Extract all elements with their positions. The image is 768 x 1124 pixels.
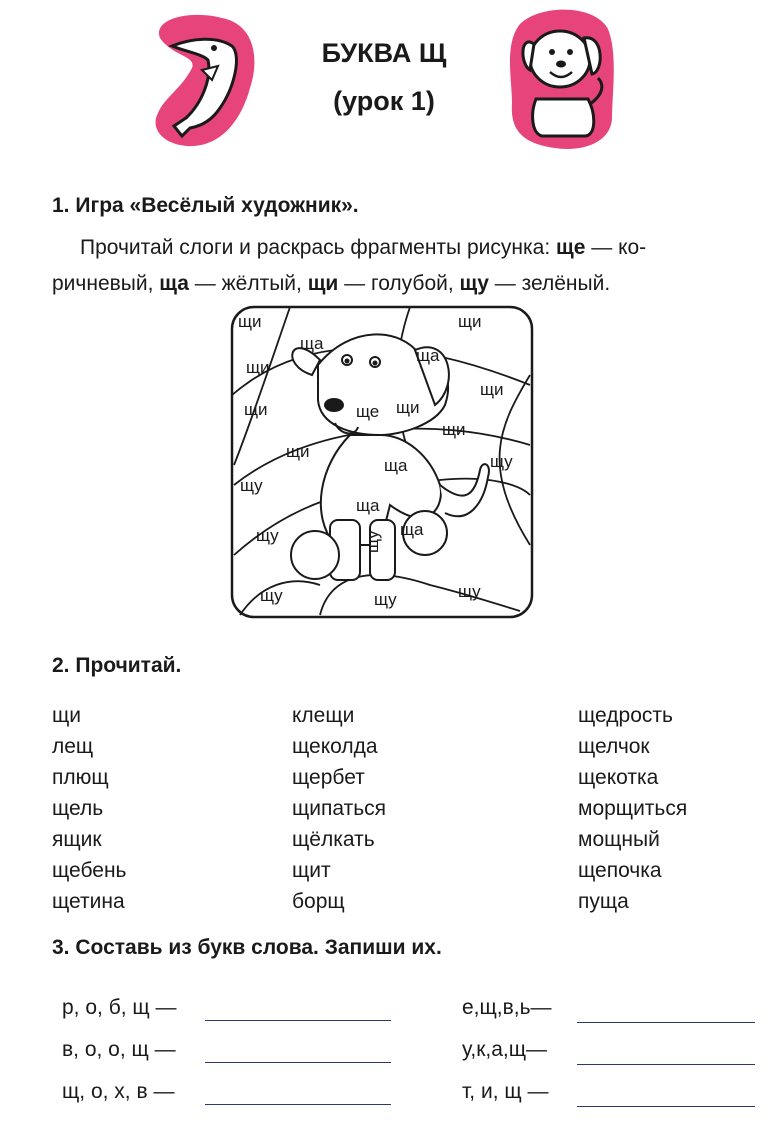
exercise-row xyxy=(62,996,177,1020)
exercise-row xyxy=(62,1080,174,1104)
picture-label: щу xyxy=(256,526,279,545)
letters-prompt: у,к,а,щ— xyxy=(462,1038,548,1061)
page-title: БУКВА Щ xyxy=(321,38,447,68)
word: морщиться xyxy=(578,797,688,820)
word: щербет xyxy=(292,766,365,789)
word: плющ xyxy=(52,766,109,789)
task2-heading: 2. Прочитай. xyxy=(52,654,182,677)
picture-label: щи xyxy=(442,420,466,439)
letters-prompt: е,щ,в,ь— xyxy=(462,996,552,1019)
picture-label: ща xyxy=(300,334,324,353)
picture-label: щи xyxy=(286,442,310,461)
picture-label: щи xyxy=(238,312,262,331)
picture-label: ща xyxy=(356,496,380,515)
picture-label: щи xyxy=(480,380,504,399)
dog-pupil xyxy=(345,359,350,364)
picture-label: ще xyxy=(356,402,380,421)
word: мощный xyxy=(578,828,660,851)
picture-label: щу xyxy=(458,582,481,601)
dog-pupil xyxy=(373,361,378,366)
word: щедрость xyxy=(578,704,673,727)
word: щебень xyxy=(52,859,127,882)
word: щепочка xyxy=(578,859,662,882)
word: щи xyxy=(52,704,82,727)
instructions-line2: ричневый, ща — жёлтый, щи — голубой, щу — зелёный. xyxy=(52,272,611,295)
exercise-row xyxy=(462,1080,548,1104)
word: щель xyxy=(52,797,104,820)
picture-label: щи xyxy=(246,358,270,377)
picture-label: щи xyxy=(244,400,268,419)
answer-line[interactable] xyxy=(577,1044,755,1065)
task3-heading: 3. Составь из букв слова. Запиши их. xyxy=(52,936,442,959)
word: щетина xyxy=(52,890,125,913)
picture-label: щи xyxy=(396,398,420,417)
picture-label: щу xyxy=(240,476,263,495)
picture-label: ща xyxy=(416,346,440,365)
word: клещи xyxy=(292,704,355,727)
letters-prompt: т, и, щ — xyxy=(462,1080,549,1103)
puppy-sticker xyxy=(500,4,618,154)
word: щипаться xyxy=(292,797,387,820)
answer-line[interactable] xyxy=(577,1002,755,1023)
task1-instructions xyxy=(52,230,752,302)
word-column-3 xyxy=(578,700,687,917)
pike-fish-sticker xyxy=(142,8,262,153)
instructions-line1: Прочитай слоги и раскрась фрагменты рисунка: ще — ко- xyxy=(80,236,647,259)
word-column-1 xyxy=(52,700,127,917)
picture-label: щу xyxy=(490,452,513,471)
answer-line[interactable] xyxy=(205,1000,391,1021)
word: лещ xyxy=(52,735,94,758)
letters-prompt: р, о, б, щ — xyxy=(62,996,177,1019)
word: пуща xyxy=(578,890,629,913)
exercise-row xyxy=(462,996,552,1020)
sticker-background xyxy=(156,15,255,146)
picture-label: ща xyxy=(384,456,408,475)
word: щеколда xyxy=(292,735,378,758)
dog-nose xyxy=(324,398,344,412)
picture-label: щу xyxy=(363,530,382,553)
picture-label: ща xyxy=(400,520,424,539)
answer-line[interactable] xyxy=(577,1086,755,1107)
task1-heading: 1. Игра «Весёлый художник». xyxy=(52,194,359,217)
answer-line[interactable] xyxy=(205,1042,391,1063)
exercise-row xyxy=(462,1038,547,1062)
word: борщ xyxy=(292,890,345,913)
word: ящик xyxy=(52,828,102,851)
word: щелчок xyxy=(578,735,650,758)
exercise-row xyxy=(62,1038,176,1062)
letters-prompt: в, о, о, щ — xyxy=(62,1038,176,1061)
word: щит xyxy=(292,859,331,882)
picture-label: щу xyxy=(260,586,283,605)
coloring-picture xyxy=(230,305,534,621)
word-column-2 xyxy=(292,700,386,917)
word: щекотка xyxy=(578,766,659,789)
word: щёлкать xyxy=(292,828,375,851)
picture-label: щи xyxy=(458,312,482,331)
answer-line[interactable] xyxy=(205,1084,391,1105)
letters-prompt: щ, о, х, в — xyxy=(62,1080,175,1103)
page-subtitle: (урок 1) xyxy=(333,86,435,116)
picture-label: щу xyxy=(374,590,397,609)
